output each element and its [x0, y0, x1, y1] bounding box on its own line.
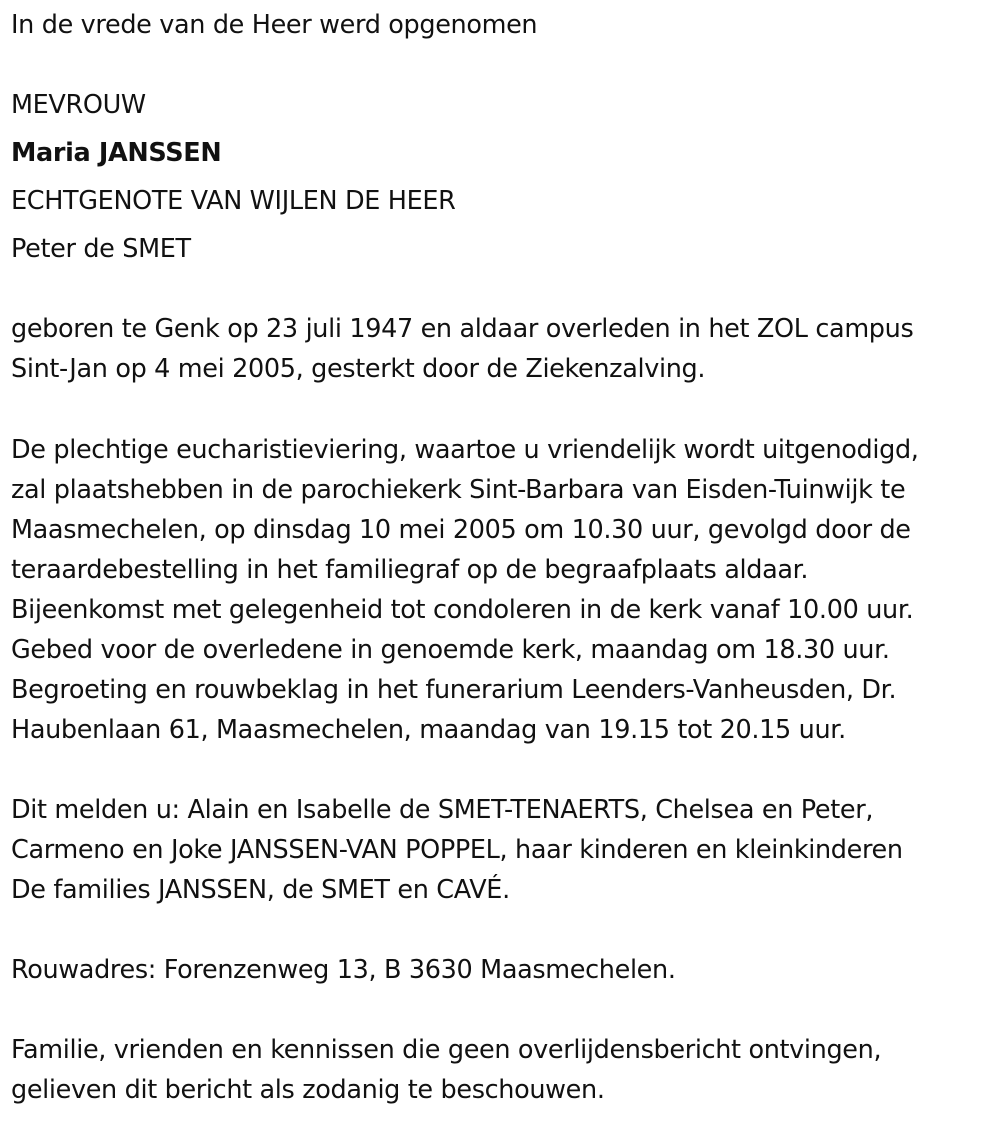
deceased-name: Maria JANSSEN: [11, 138, 222, 168]
birth-death-line: Sint-Jan op 4 mei 2005, gesterkt door de Ziekenzalving.: [11, 354, 706, 384]
intro-line: In de vrede van de Heer werd opgenomen: [11, 10, 538, 40]
ceremony-line: Gebed voor de overledene in genoemde kerk, maandag om 18.30 uur.: [11, 635, 890, 665]
ceremony-line: De plechtige eucharistieviering, waartoe u vriendelijk wordt uitgenodigd,: [11, 435, 919, 465]
ceremony-line: Haubenlaan 61, Maasmechelen, maandag van 19.15 tot 20.15 uur.: [11, 715, 846, 745]
family-line: Carmeno en Joke JANSSEN-VAN POPPEL, haar kinderen en kleinkinderen: [11, 835, 903, 865]
ceremony-line: Begroeting en rouwbeklag in het funerarium Leenders-Vanheusden, Dr.: [11, 675, 897, 705]
ceremony-line: teraardebestelling in het familiegraf op de begraafplaats aldaar.: [11, 555, 809, 585]
relation-line: ECHTGENOTE VAN WIJLEN DE HEER: [11, 186, 456, 216]
ceremony-line: zal plaatshebben in de parochiekerk Sint-Barbara van Eisden-Tuinwijk te: [11, 475, 906, 505]
birth-death-line: geboren te Genk op 23 juli 1947 en aldaar overleden in het ZOL campus: [11, 314, 914, 344]
closing-line: gelieven dit bericht als zodanig te beschouwen.: [11, 1075, 605, 1105]
spouse-name: Peter de SMET: [11, 234, 191, 264]
family-line: De families JANSSEN, de SMET en CAVÉ.: [11, 875, 510, 905]
title-line: MEVROUW: [11, 90, 146, 120]
family-line: Dit melden u: Alain en Isabelle de SMET-TENAERTS, Chelsea en Peter,: [11, 795, 874, 825]
ceremony-line: Bijeenkomst met gelegenheid tot condoleren in de kerk vanaf 10.00 uur.: [11, 595, 914, 625]
address-line: Rouwadres: Forenzenweg 13, B 3630 Maasmechelen.: [11, 955, 676, 985]
closing-line: Familie, vrienden en kennissen die geen overlijdensbericht ontvingen,: [11, 1035, 882, 1065]
ceremony-line: Maasmechelen, op dinsdag 10 mei 2005 om 10.30 uur, gevolgd door de: [11, 515, 911, 545]
